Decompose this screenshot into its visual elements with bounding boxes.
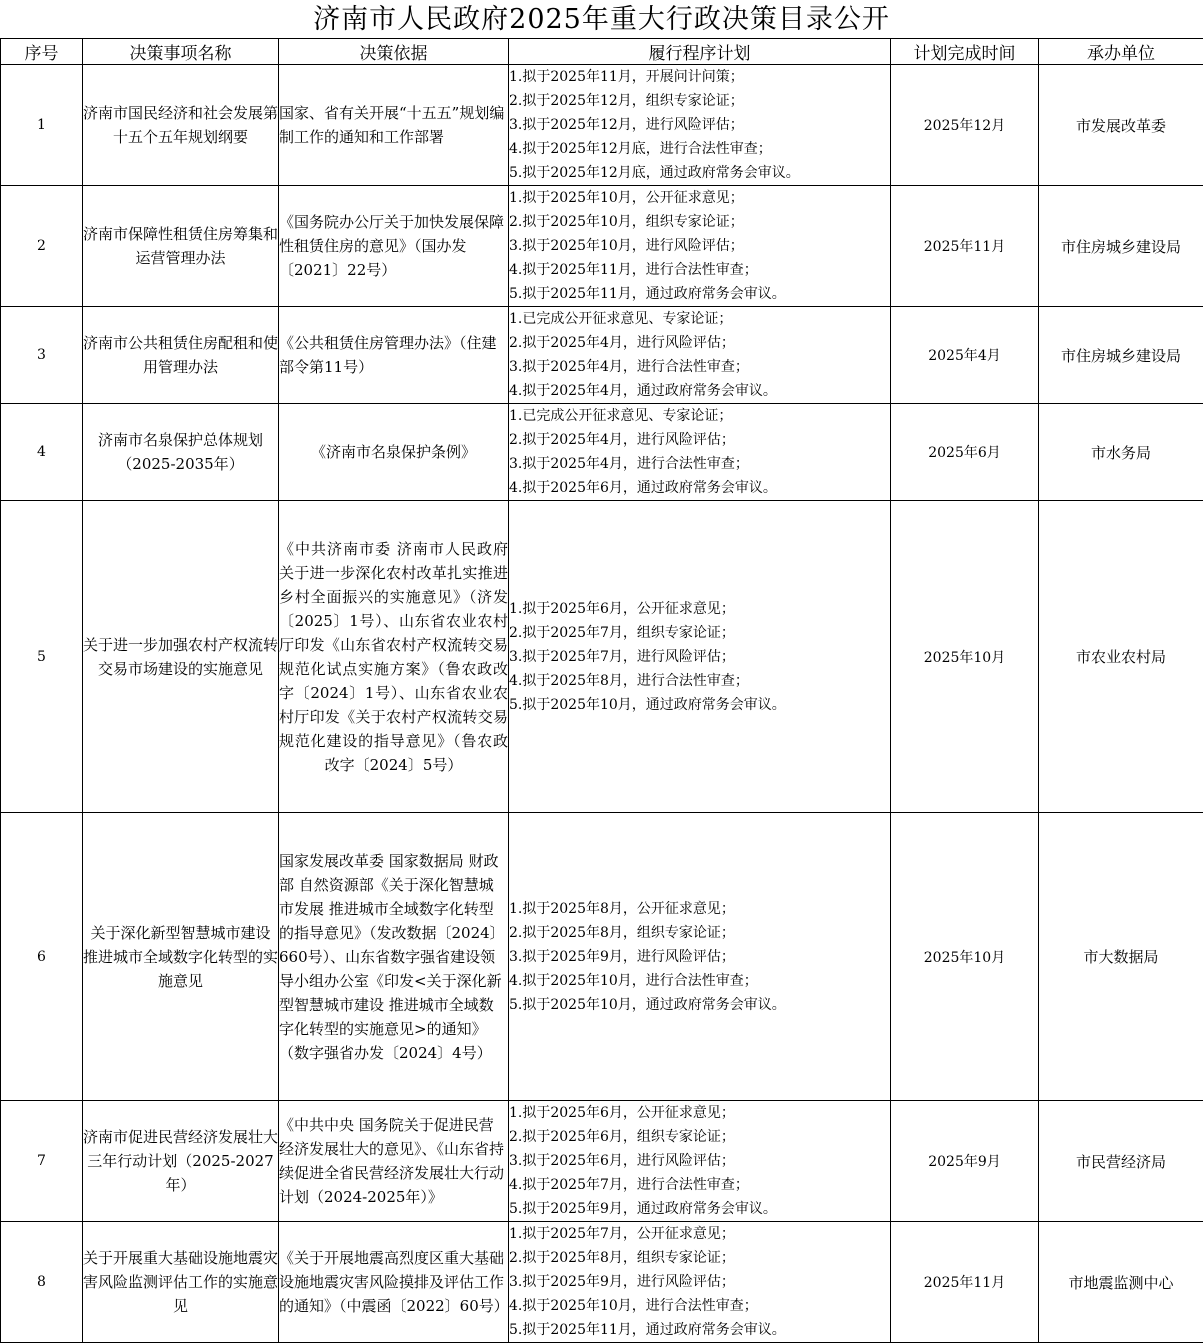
responsible-unit: 市住房城乡建设局 xyxy=(1039,307,1203,404)
responsible-unit: 市大数据局 xyxy=(1039,813,1203,1101)
procedure-step: 2.拟于2025年6月，组织专家论证； xyxy=(509,1125,890,1149)
decision-table xyxy=(0,38,1203,1343)
procedure-step: 3.拟于2025年4月，进行合法性审查； xyxy=(509,355,890,379)
decision-name: 济南市公共租赁住房配租和使用管理办法 xyxy=(83,307,279,404)
completion-time: 2025年4月 xyxy=(891,307,1039,404)
procedure-step: 4.拟于2025年7月，进行合法性审查； xyxy=(509,1173,890,1197)
table-row xyxy=(1,1101,1203,1222)
table-row xyxy=(1,501,1203,813)
procedure-step: 4.拟于2025年10月，进行合法性审查； xyxy=(509,969,890,993)
responsible-unit: 市民营经济局 xyxy=(1039,1101,1203,1222)
procedure-step: 2.拟于2025年4月，进行风险评估； xyxy=(509,331,890,355)
procedure-step: 3.拟于2025年6月，进行风险评估； xyxy=(509,1149,890,1173)
table-row xyxy=(1,404,1203,501)
procedure-step: 3.拟于2025年4月，进行合法性审查； xyxy=(509,452,890,476)
completion-time: 2025年12月 xyxy=(891,65,1039,186)
procedure-step: 5.拟于2025年9月，通过政府常务会审议。 xyxy=(509,1197,890,1221)
header-row xyxy=(1,39,1203,65)
decision-basis: 《关于开展地震高烈度区重大基础设施地震灾害风险摸排及评估工作的通知》（中震函〔2022〕60号） xyxy=(279,1222,509,1343)
decision-basis: 《国务院办公厅关于加快发展保障性租赁住房的意见》（国办发〔2021〕22号） xyxy=(279,186,509,307)
row-number: 6 xyxy=(1,813,83,1101)
completion-time: 2025年11月 xyxy=(891,1222,1039,1343)
procedure-step: 1.拟于2025年8月，公开征求意见； xyxy=(509,897,890,921)
completion-time: 2025年10月 xyxy=(891,501,1039,813)
completion-time: 2025年6月 xyxy=(891,404,1039,501)
procedure-step: 2.拟于2025年8月，组织专家论证； xyxy=(509,921,890,945)
procedure-step: 4.拟于2025年8月，进行合法性审查； xyxy=(509,669,890,693)
procedure-step: 4.拟于2025年4月，通过政府常务会审议。 xyxy=(509,379,890,403)
procedure-step: 2.拟于2025年7月，组织专家论证； xyxy=(509,621,890,645)
procedure-steps xyxy=(509,1222,891,1343)
procedure-step: 5.拟于2025年11月，通过政府常务会审议。 xyxy=(509,282,890,306)
responsible-unit: 市农业农村局 xyxy=(1039,501,1203,813)
procedure-step: 1.已完成公开征求意见、专家论证； xyxy=(509,307,890,331)
decision-basis: 国家、省有关开展“十五五”规划编制工作的通知和工作部署 xyxy=(279,65,509,186)
procedure-step: 1.拟于2025年7月，公开征求意见； xyxy=(509,1222,890,1246)
row-number: 8 xyxy=(1,1222,83,1343)
row-number: 3 xyxy=(1,307,83,404)
procedure-step: 5.拟于2025年10月，通过政府常务会审议。 xyxy=(509,993,890,1017)
row-number: 2 xyxy=(1,186,83,307)
procedure-steps xyxy=(509,307,891,404)
procedure-step: 4.拟于2025年12月底，进行合法性审查； xyxy=(509,137,890,161)
procedure-step: 2.拟于2025年4月，进行风险评估； xyxy=(509,428,890,452)
decision-name: 济南市促进民营经济发展壮大三年行动计划（2025-2027年） xyxy=(83,1101,279,1222)
responsible-unit: 市发展改革委 xyxy=(1039,65,1203,186)
procedure-step: 2.拟于2025年10月，组织专家论证； xyxy=(509,210,890,234)
procedure-step: 5.拟于2025年11月，通过政府常务会审议。 xyxy=(509,1318,890,1342)
decision-name: 济南市名泉保护总体规划（2025-2035年） xyxy=(83,404,279,501)
decision-name: 关于开展重大基础设施地震灾害风险监测评估工作的实施意见 xyxy=(83,1222,279,1343)
procedure-step: 3.拟于2025年9月，进行风险评估； xyxy=(509,945,890,969)
table-row xyxy=(1,65,1203,186)
responsible-unit: 市地震监测中心 xyxy=(1039,1222,1203,1343)
decision-name: 济南市保障性租赁住房筹集和运营管理办法 xyxy=(83,186,279,307)
procedure-step: 1.已完成公开征求意见、专家论证； xyxy=(509,404,890,428)
completion-time: 2025年9月 xyxy=(891,1101,1039,1222)
header-no: 序号 xyxy=(1,39,83,65)
decision-basis: 《中共济南市委 济南市人民政府关于进一步深化农村改革扎实推进乡村全面振兴的实施意见》（济发〔2025〕1号）、山东省农业农村厅印发《山东省农村产权流转交易规范化试点实施方案》（鲁农政改字〔2024〕1号）、山东省农业农村厅印发《关于农村产权流转交易规范化建设的指导意见》（鲁农政改字〔2024〕5号） xyxy=(279,501,509,813)
procedure-step: 4.拟于2025年11月，进行合法性审查； xyxy=(509,258,890,282)
header-basis: 决策依据 xyxy=(279,39,509,65)
row-number: 7 xyxy=(1,1101,83,1222)
decision-name: 关于进一步加强农村产权流转交易市场建设的实施意见 xyxy=(83,501,279,813)
decision-basis: 《中共中央 国务院关于促进民营经济发展壮大的意见》、《山东省持续促进全省民营经济发展壮大行动计划（2024-2025年）》 xyxy=(279,1101,509,1222)
procedure-step: 5.拟于2025年12月底，通过政府常务会审议。 xyxy=(509,161,890,185)
completion-time: 2025年11月 xyxy=(891,186,1039,307)
header-name: 决策事项名称 xyxy=(83,39,279,65)
procedure-steps xyxy=(509,1101,891,1222)
table-row xyxy=(1,186,1203,307)
table-row xyxy=(1,813,1203,1101)
procedure-step: 4.拟于2025年6月，通过政府常务会审议。 xyxy=(509,476,890,500)
procedure-steps xyxy=(509,501,891,813)
page-title: 济南市人民政府2025年重大行政决策目录公开 xyxy=(0,0,1203,38)
procedure-steps xyxy=(509,65,891,186)
procedure-step: 5.拟于2025年10月，通过政府常务会审议。 xyxy=(509,693,890,717)
decision-basis: 《济南市名泉保护条例》 xyxy=(279,404,509,501)
responsible-unit: 市住房城乡建设局 xyxy=(1039,186,1203,307)
decision-basis: 国家发展改革委 国家数据局 财政部 自然资源部《关于深化智慧城市发展 推进城市全域数字化转型的指导意见》（发改数据〔2024〕660号）、山东省数字强省建设领导小组办公室《印发<关于深化新型智慧城市建设 推进城市全域数字化转型的实施意见>的通知》（数字强省办发〔2024〕4号） xyxy=(279,813,509,1101)
procedure-steps xyxy=(509,813,891,1101)
procedure-steps xyxy=(509,404,891,501)
table-body xyxy=(1,65,1203,1343)
row-number: 5 xyxy=(1,501,83,813)
procedure-step: 1.拟于2025年10月，公开征求意见； xyxy=(509,186,890,210)
decision-basis: 《公共租赁住房管理办法》（住建部令第11号） xyxy=(279,307,509,404)
procedure-step: 3.拟于2025年10月，进行风险评估； xyxy=(509,234,890,258)
procedure-steps xyxy=(509,186,891,307)
procedure-step: 1.拟于2025年6月，公开征求意见； xyxy=(509,1101,890,1125)
table-row xyxy=(1,307,1203,404)
completion-time: 2025年10月 xyxy=(891,813,1039,1101)
row-number: 1 xyxy=(1,65,83,186)
header-steps: 履行程序计划 xyxy=(509,39,891,65)
procedure-step: 1.拟于2025年6月，公开征求意见； xyxy=(509,597,890,621)
responsible-unit: 市水务局 xyxy=(1039,404,1203,501)
procedure-step: 3.拟于2025年7月，进行风险评估； xyxy=(509,645,890,669)
decision-name: 关于深化新型智慧城市建设 推进城市全域数字化转型的实施意见 xyxy=(83,813,279,1101)
table-row xyxy=(1,1222,1203,1343)
row-number: 4 xyxy=(1,404,83,501)
procedure-step: 4.拟于2025年10月，进行合法性审查； xyxy=(509,1294,890,1318)
header-time: 计划完成时间 xyxy=(891,39,1039,65)
decision-name: 济南市国民经济和社会发展第十五个五年规划纲要 xyxy=(83,65,279,186)
procedure-step: 3.拟于2025年9月，进行风险评估； xyxy=(509,1270,890,1294)
procedure-step: 3.拟于2025年12月，进行风险评估； xyxy=(509,113,890,137)
procedure-step: 1.拟于2025年11月，开展问计问策； xyxy=(509,65,890,89)
procedure-step: 2.拟于2025年8月，组织专家论证； xyxy=(509,1246,890,1270)
header-unit: 承办单位 xyxy=(1039,39,1203,65)
procedure-step: 2.拟于2025年12月，组织专家论证； xyxy=(509,89,890,113)
